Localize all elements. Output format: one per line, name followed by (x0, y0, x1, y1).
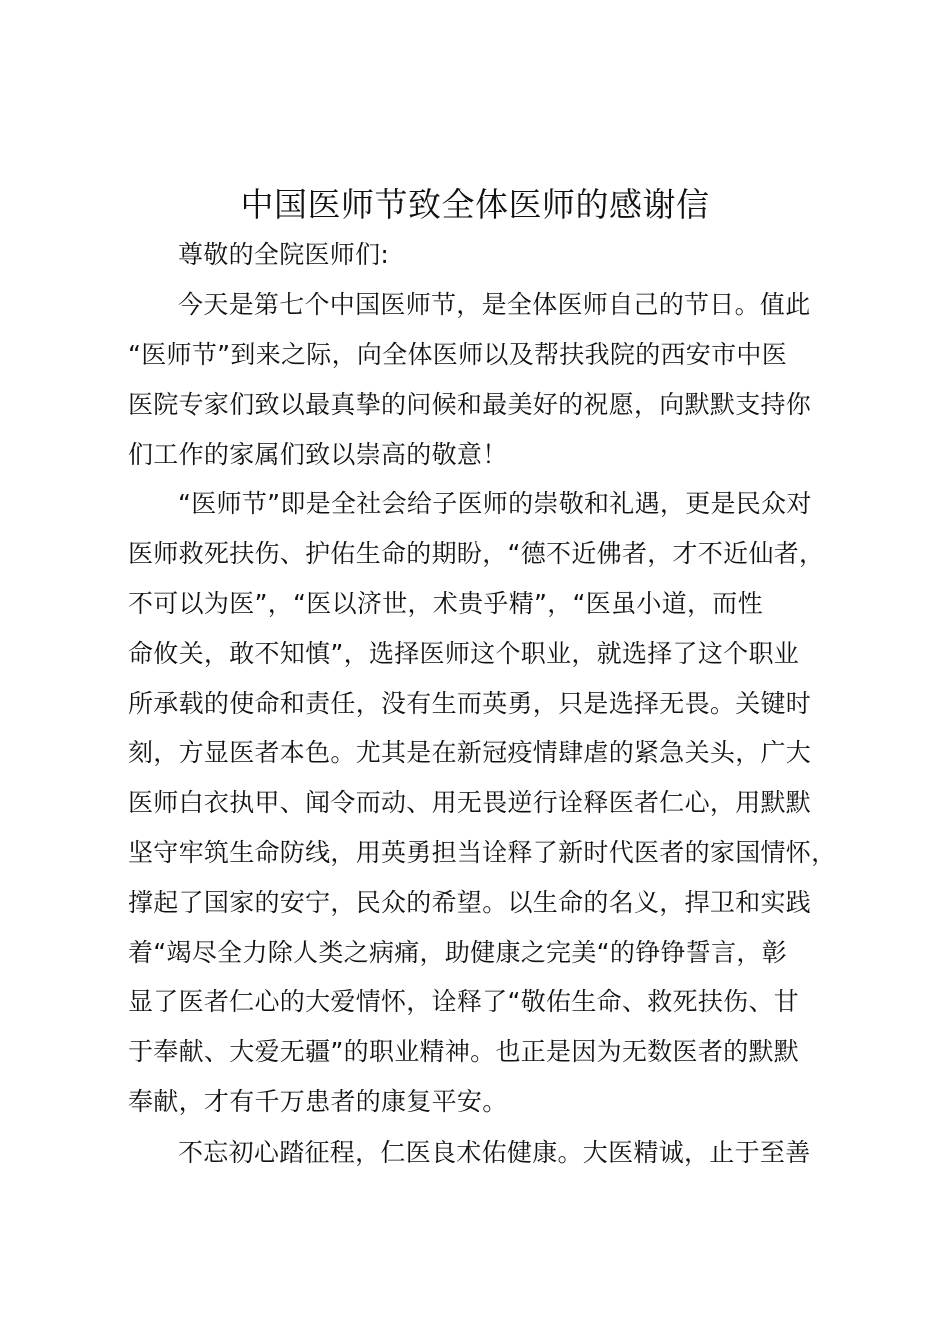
paragraph-2-line-13: 奉献，才有千万患者的康复平安。 (128, 1087, 508, 1116)
paragraph-1-line-4: 们工作的家属们致以崇高的敬意！ (128, 440, 508, 469)
paragraph-1-line-1: 今天是第七个中国医师节，是全体医师自己的节日。值此 (178, 290, 811, 319)
paragraph-2-line-6: 刻，方显医者本色。尤其是在新冠疫情肆虐的紧急关头，广大 (128, 738, 812, 767)
paragraph-2-line-5: 所承载的使命和责任，没有生而英勇，只是选择无畏。关键时 (128, 689, 812, 718)
letter-title: 中国医师节致全体医师的感谢信 (240, 185, 710, 224)
paragraph-2-line-7: 医师白衣执甲、闻令而动、用无畏逆行诠释医者仁心，用默默 (128, 788, 812, 817)
paragraph-2-line-8: 坚守牢筑生命防线，用英勇担当诠释了新时代医者的家国情怀， (128, 838, 837, 867)
paragraph-1-line-2: “医师节”到来之际，向全体医师以及帮扶我院的西安市中医 (128, 340, 788, 369)
paragraph-2-line-11: 显了医者仁心的大爱情怀，诠释了“敬佑生命、救死扶伤、甘 (128, 987, 800, 1016)
paragraph-2-line-1: “医师节”即是全社会给子医师的崇敬和礼遇，更是民众对 (178, 489, 812, 518)
paragraph-2-line-2: 医师救死扶伤、护佑生命的期盼，“德不近佛者，才不近仙者， (128, 539, 825, 568)
paragraph-2-line-12: 于奉献、大爱无疆”的职业精神。也正是因为无数医者的默默 (128, 1037, 800, 1066)
salutation: 尊敬的全院医师们: (178, 240, 390, 269)
paragraph-2-line-3: 不可以为医”，“医以济世，术贵乎精”，“医虽小道，而性 (128, 589, 763, 618)
paragraph-2-line-10: 着“竭尽全力除人类之病痛，助健康之完美“的铮铮誓言，彰 (128, 938, 788, 967)
paragraph-3-line-1: 不忘初心踏征程，仁医良术佑健康。大医精诚，止于至善 (178, 1138, 811, 1167)
paragraph-2-line-9: 撑起了国家的安宁，民众的希望。以生命的名义，捍卫和实践 (128, 888, 812, 917)
paragraph-1-line-3: 医院专家们致以最真挚的问候和最美好的祝愿，向默默支持你 (128, 390, 812, 419)
paragraph-2-line-4: 命攸关，敢不知慎”，选择医师这个职业，就选择了这个职业 (128, 639, 800, 668)
